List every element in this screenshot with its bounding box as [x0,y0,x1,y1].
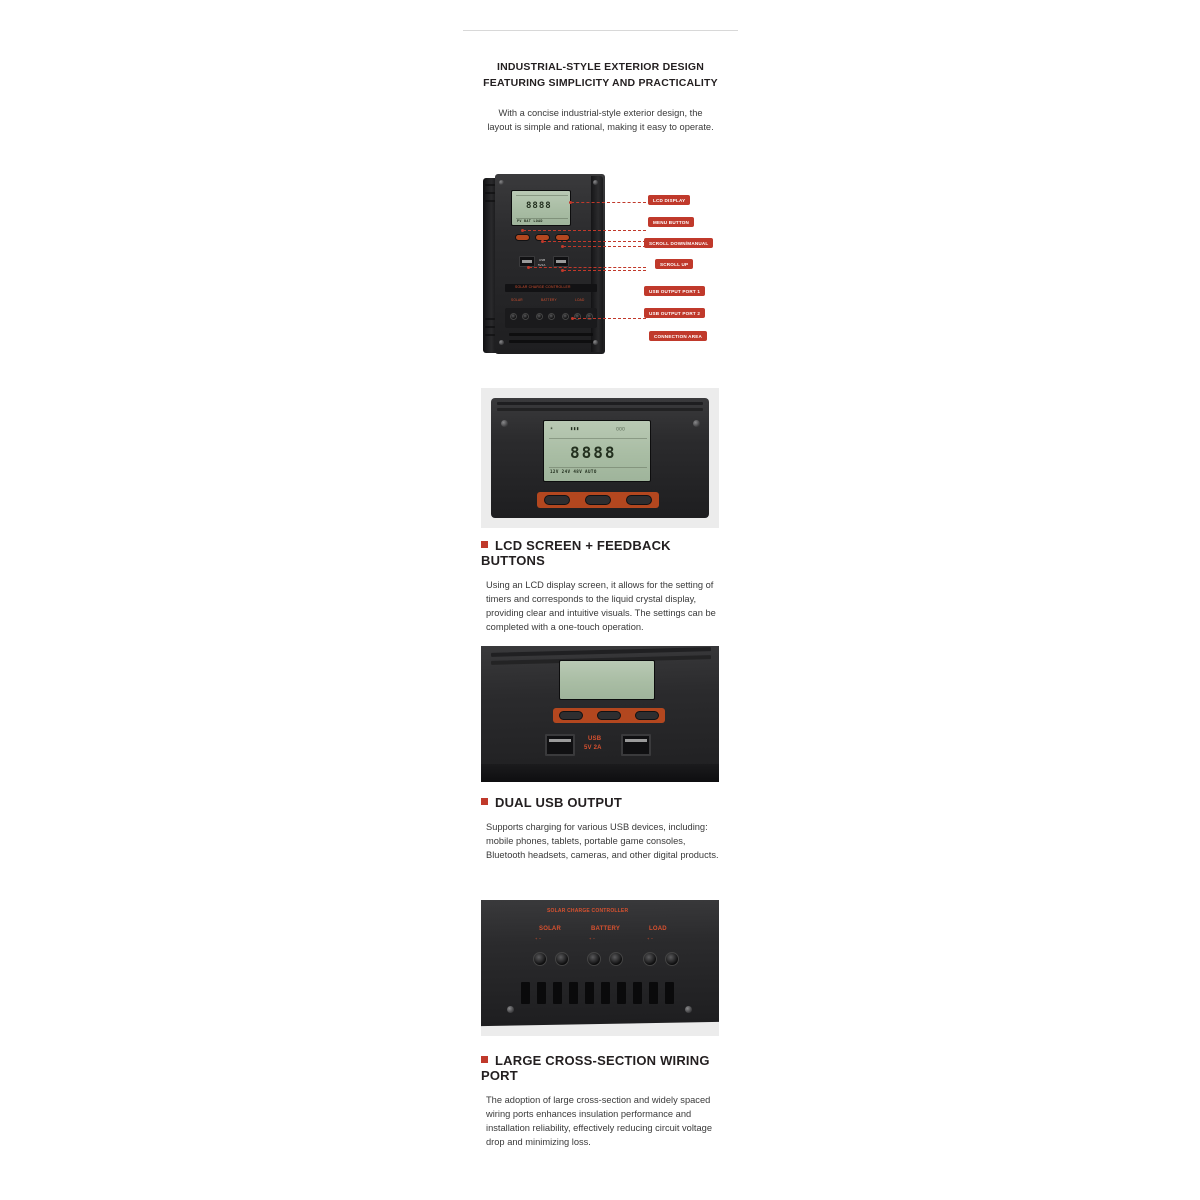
usb-rating-label: USB [588,736,602,742]
terminal-hole [533,952,547,966]
header-paragraph: With a concise industrial-style exterior design, the layout is simple and rational, making it easy to operate. [487,108,714,132]
bullet-icon [481,1056,488,1063]
terminal-hole [548,313,555,320]
usb-output-port-2[interactable] [553,256,569,267]
terminal-hole [562,313,569,320]
callout-usb-1: USB OUTPUT PORT 1 [644,286,705,296]
device-body [481,900,719,1026]
screw-icon [593,340,598,345]
vent-slot [509,333,593,336]
section-paragraph-lcd-screen: Using an LCD display screen, it allows for the setting of timers and corresponds to the liquid crystal display, providing clear and intuitive visuals. The settings can be completed with a one-touch operation. [486,580,716,632]
diagram-photo: 8888 PV BAT LOAD USB 5V2A SOLAR CHARGE CONTROLLER SOLAR BATTERY LOAD LCD DISPLAY MENU BUTTON SCROLL DOWN/MANUAL SCROLL UP USB OUTPUT PORT 1 USB OUTPUT PORT 2 CONNECTION AREA [463,168,738,368]
photo-wiring-port: SOLAR CHARGE CONTROLLER SOLAR BATTERY LOAD + − + − + − [481,900,719,1036]
section-paragraph-wiring-port: The adoption of large cross-section and widely spaced wiring ports enhances insulation performance and installation reliability, effectively reducing circuit voltage drop and minimizing loss. [486,1095,712,1147]
lcd-bottom-row: PV BAT LOAD [517,219,543,223]
usb-output-port-2[interactable] [621,734,651,756]
scroll-up-button[interactable] [555,234,570,241]
callout-lcd-display: LCD DISPLAY [648,195,690,205]
fin [485,192,495,194]
callout-scroll-down: SCROLL DOWN/MANUAL [644,238,713,248]
callout-connection-area: CONNECTION AREA [649,331,707,341]
terminal-hole [536,313,543,320]
terminal-label-solar: SOLAR [539,926,561,932]
fin [485,334,495,336]
screw-icon [593,180,598,185]
photo-dual-usb [481,646,719,782]
scroll-down-button[interactable] [597,711,621,720]
section-title-wiring-port: LARGE CROSS-SECTION WIRING PORT [481,1053,710,1083]
callout-scroll-up: SCROLL UP [655,259,693,269]
section-paragraph-dual-usb: Supports charging for various USB devices, including: mobile phones, tablets, portable game consoles, Bluetooth headsets, cameras, and other digital products. [486,822,719,860]
menu-button[interactable] [559,711,583,720]
screw-icon [507,1006,514,1013]
screw-icon [693,420,700,427]
top-divider [463,30,738,31]
screw-icon [499,180,504,185]
vent-slot [509,340,593,343]
terminal-hole [587,952,601,966]
callout-usb-2: USB OUTPUT PORT 2 [644,308,705,318]
section-title-lcd-screen: LCD SCREEN + FEEDBACK BUTTONS [481,538,671,568]
header-title-line1: INDUSTRIAL-STYLE EXTERIOR DESIGN [496,61,705,73]
device-lcd-display [559,660,655,700]
bullet-icon [481,798,488,805]
brand-text: SOLAR CHARGE CONTROLLER [547,908,629,914]
menu-button[interactable] [544,495,570,505]
brand-text: SOLAR CHARGE CONTROLLER [515,285,571,289]
scroll-up-button[interactable] [635,711,659,720]
usb-current-label: 5V 2A [584,745,602,751]
screw-icon [685,1006,692,1013]
bullet-icon [481,541,488,548]
lcd-bottom-row: 12V 24V 48V AUTO [550,469,597,474]
screw-icon [499,340,504,345]
photo-lcd-screen [481,388,719,528]
fin [485,326,495,328]
terminal-hole [665,952,679,966]
screw-icon [501,420,508,427]
terminal-label-battery: BATTERY [591,926,621,932]
terminal-hole [522,313,529,320]
fin [485,200,495,202]
section-title-dual-usb: DUAL USB OUTPUT [481,795,719,810]
terminal-hole [555,952,569,966]
usb-output-port-1[interactable] [545,734,575,756]
terminal-hole [609,952,623,966]
header-title-line2: FEATURING SIMPLICITY AND PRACTICALITY [483,77,718,90]
device-lower-edge [481,764,719,782]
scroll-down-button[interactable] [585,495,611,505]
terminal-label-load: LOAD [649,926,667,932]
menu-button[interactable] [515,234,530,241]
lcd-main-value: 8888 [570,443,617,462]
fin [485,184,495,186]
callout-menu-button: MENU BUTTON [648,217,694,227]
device-lcd-display [511,190,571,226]
fin [485,318,495,320]
terminal-hole [643,952,657,966]
terminal-hole [510,313,517,320]
scroll-up-button[interactable] [626,495,652,505]
lcd-main-value: 8888 [526,201,552,211]
device-lcd-display: ☀ ▮▮▮ ▯▯▯ 8888 12V 24V 48V AUTO [543,420,651,482]
